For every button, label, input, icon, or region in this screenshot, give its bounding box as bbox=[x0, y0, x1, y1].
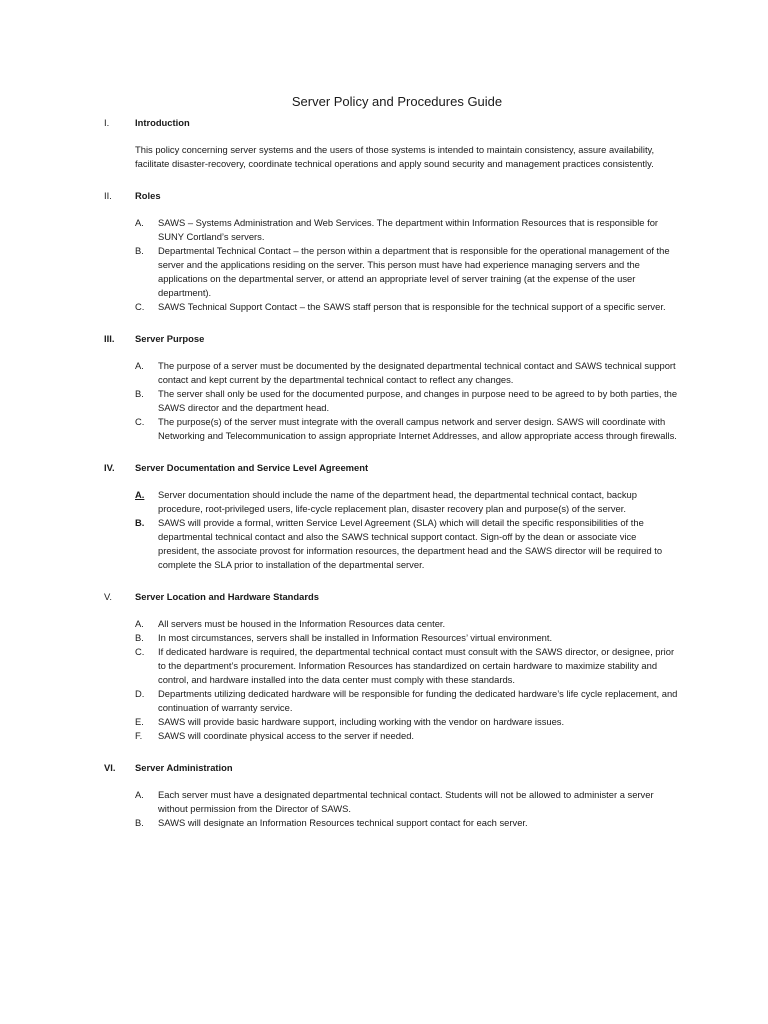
section-heading bbox=[104, 590, 678, 604]
item-letter: D. bbox=[135, 688, 145, 699]
section-location-hardware bbox=[104, 590, 678, 743]
item-list bbox=[135, 488, 678, 572]
section-server-purpose bbox=[104, 332, 678, 443]
item-text: SAWS – Systems Administration and Web Services. The department within Information Resources that is responsible for SUNY Cortland’s servers. bbox=[158, 217, 659, 242]
item-text: SAWS will designate an Information Resources technical support contact for each server. bbox=[158, 817, 528, 828]
list-item bbox=[135, 715, 678, 729]
list-item bbox=[135, 631, 678, 645]
section-title: Server Documentation and Service Level Agreement bbox=[135, 462, 369, 473]
item-text: Departments utilizing dedicated hardware will be responsible for funding the dedicated hardware’s life cycle replacement, and continuation of warranty service. bbox=[158, 688, 678, 713]
section-heading bbox=[104, 116, 678, 130]
item-letter: B. bbox=[135, 245, 144, 256]
item-letter: A. bbox=[135, 789, 144, 800]
item-text: Departmental Technical Contact – the person within a department that is responsible for the operational management of the server and the applications residing on the server. This person must have had experience managing servers and the applications on the departmental server, or attend an appropriate level of server training (at the expense of the user department). bbox=[158, 245, 670, 298]
section-number: IV. bbox=[104, 462, 115, 473]
section-server-administration bbox=[104, 761, 678, 830]
item-list bbox=[135, 617, 678, 743]
section-introduction bbox=[104, 116, 678, 171]
section-number: I. bbox=[104, 117, 110, 128]
section-number: II. bbox=[104, 190, 112, 201]
list-item bbox=[135, 729, 678, 743]
item-letter: F. bbox=[135, 730, 143, 741]
list-item bbox=[135, 488, 678, 516]
list-item bbox=[135, 516, 678, 572]
list-item bbox=[135, 415, 678, 443]
section-heading bbox=[104, 189, 678, 203]
list-item bbox=[135, 788, 678, 816]
item-text: SAWS will provide basic hardware support, including working with the vendor on hardware issues. bbox=[158, 716, 565, 727]
list-item bbox=[135, 687, 678, 715]
section-documentation-sla bbox=[104, 461, 678, 572]
section-title: Server Purpose bbox=[135, 333, 205, 344]
section-title: Server Location and Hardware Standards bbox=[135, 591, 319, 602]
item-text: If dedicated hardware is required, the departmental technical contact must consult with the SAWS director, or designee, prior to the department’s procurement. Information Resources has standardized on certain hardware to maximize stability and control, and hardware installed into the data center must comply with these standards. bbox=[158, 646, 675, 685]
item-letter: C. bbox=[135, 416, 145, 427]
item-text: SAWS will coordinate physical access to the server if needed. bbox=[158, 730, 415, 741]
section-paragraph: This policy concerning server systems and the users of those systems is intended to maintain consistency, assure availability, facilitate disaster-recovery, coordinate technical operations and apply sound security and management practices consistently. bbox=[135, 144, 655, 169]
item-text: SAWS will provide a formal, written Service Level Agreement (SLA) which will detail the specific responsibilities of the departmental technical contact and also the SAWS technical support contact. Sign-off by the dean or associate vice president, the associate provost for information resources, the department head and the SAWS director will be required to complete the SLA prior to installation of the departmental server. bbox=[158, 517, 663, 570]
item-list bbox=[135, 216, 678, 314]
item-text: Server documentation should include the name of the department head, the departmental technical contact, backup procedure, root-privileged users, life-cycle replacement plan, disaster recovery plan and purpose(s) of the server. bbox=[158, 489, 637, 514]
item-letter: B. bbox=[135, 632, 144, 643]
item-text: SAWS Technical Support Contact – the SAWS staff person that is responsible for the technical support of a specific server. bbox=[158, 301, 666, 312]
item-list bbox=[135, 788, 678, 830]
item-letter: B. bbox=[135, 388, 144, 399]
item-letter: A. bbox=[135, 489, 145, 500]
item-text: In most circumstances, servers shall be installed in Information Resources’ virtual environment. bbox=[158, 632, 553, 643]
list-item bbox=[135, 300, 678, 314]
item-letter: A. bbox=[135, 217, 144, 228]
list-item bbox=[135, 387, 678, 415]
section-title: Server Administration bbox=[135, 762, 233, 773]
section-roles bbox=[104, 189, 678, 314]
item-text: All servers must be housed in the Information Resources data center. bbox=[158, 618, 446, 629]
item-list bbox=[135, 359, 678, 443]
item-letter: A. bbox=[135, 618, 144, 629]
item-text: The purpose(s) of the server must integrate with the overall campus network and server design. SAWS will coordinate with Networking and Telecommunication to assign appropriate Internet Addresses, and allow appropriate access through firewalls. bbox=[158, 416, 677, 441]
item-letter: B. bbox=[135, 817, 144, 828]
item-letter: E. bbox=[135, 716, 144, 727]
item-text: The server shall only be used for the documented purpose, and changes in purpose need to be agreed to by both parties, the SAWS director and the department head. bbox=[158, 388, 678, 413]
item-letter: B. bbox=[135, 517, 145, 528]
section-heading bbox=[104, 761, 678, 775]
item-letter: C. bbox=[135, 301, 145, 312]
item-letter: C. bbox=[135, 646, 145, 657]
document-title: Server Policy and Procedures Guide bbox=[291, 94, 503, 109]
section-title: Roles bbox=[135, 190, 161, 201]
section-number: III. bbox=[104, 333, 115, 344]
section-title: Introduction bbox=[135, 117, 190, 128]
list-item bbox=[135, 359, 678, 387]
section-heading bbox=[104, 332, 678, 346]
list-item bbox=[135, 816, 678, 830]
section-heading bbox=[104, 461, 678, 475]
list-item bbox=[135, 216, 678, 244]
item-text: The purpose of a server must be documented by the designated departmental technical contact and SAWS technical support contact and kept current by the departmental technical contact to reflect any changes. bbox=[158, 360, 676, 385]
item-text: Each server must have a designated departmental technical contact. Students will not be allowed to administer a server without permission from the Director of SAWS. bbox=[158, 789, 654, 814]
section-number: VI. bbox=[104, 762, 116, 773]
list-item bbox=[135, 645, 678, 687]
section-number: V. bbox=[104, 591, 112, 602]
list-item bbox=[135, 244, 678, 300]
item-letter: A. bbox=[135, 360, 144, 371]
list-item bbox=[135, 617, 678, 631]
